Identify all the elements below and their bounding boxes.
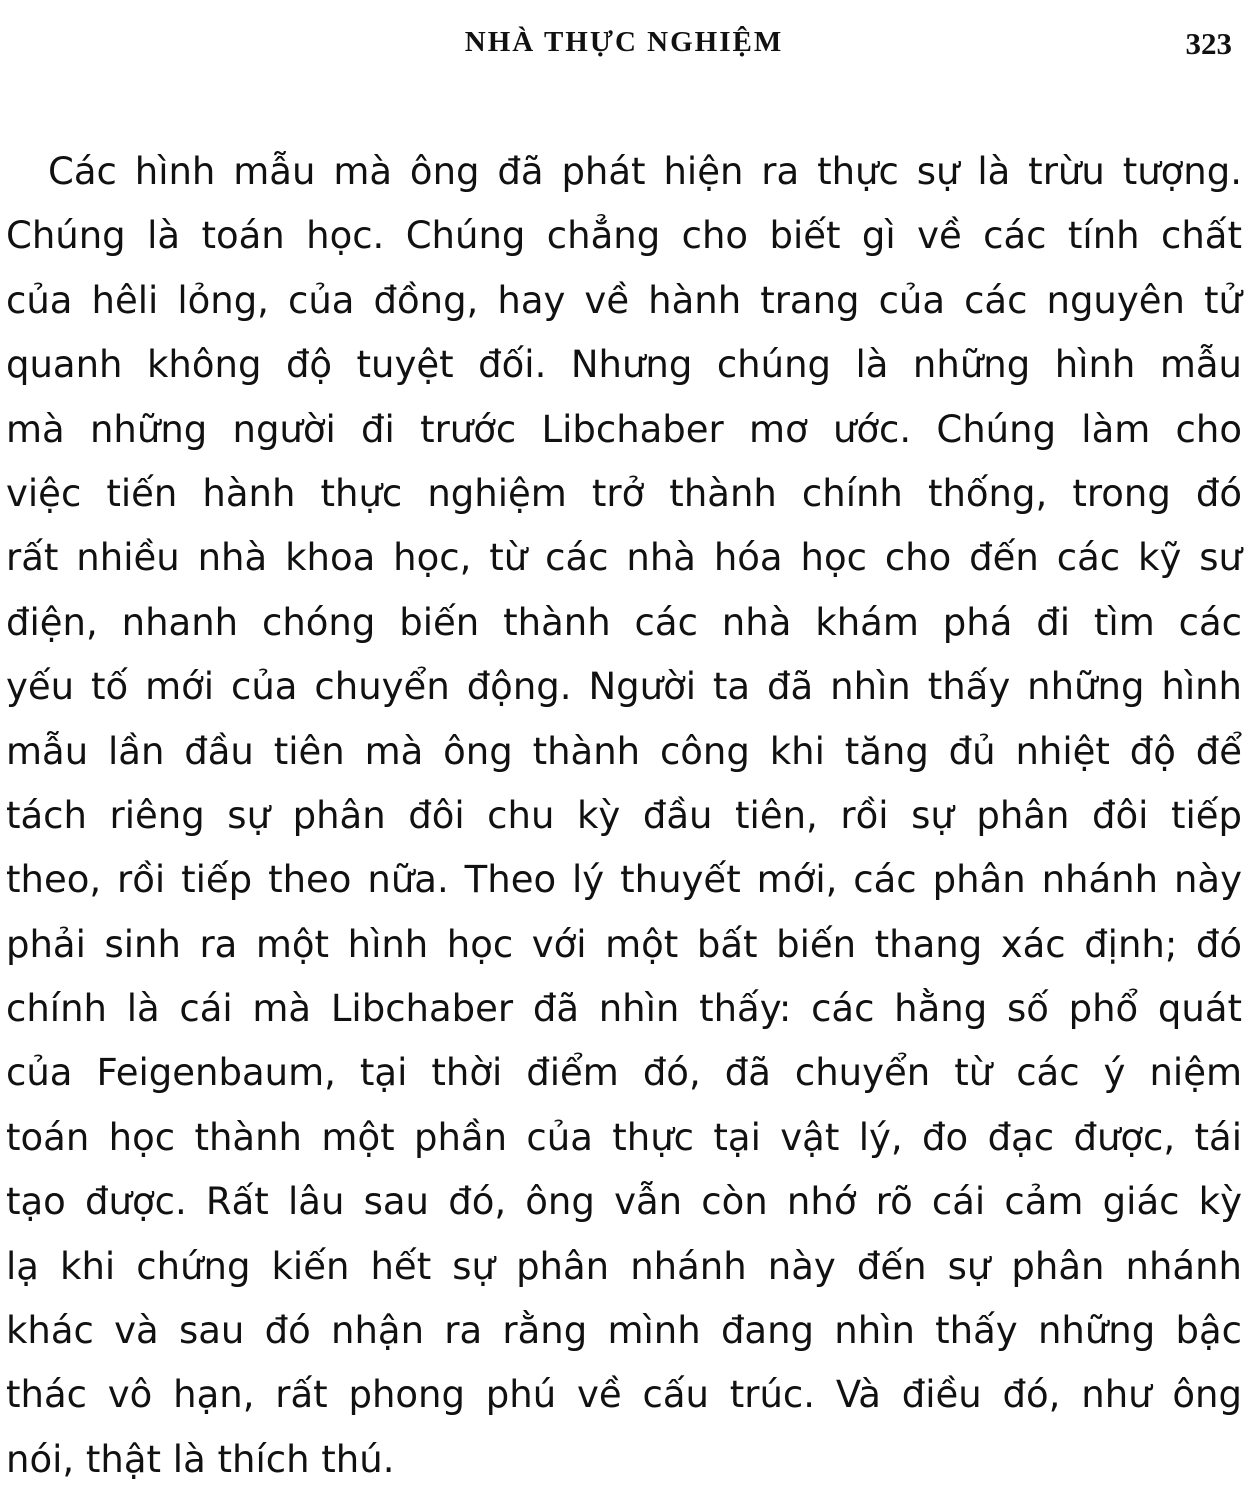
text-line: lạ khi chứng kiến hết sự phân nhánh này đến sự phân nhánh — [6, 1244, 1242, 1288]
text-line: phải sinh ra một hình học với một bất biến thang xác định; đó — [6, 922, 1242, 966]
text-line: thác vô hạn, rất phong phú về cấu trúc. Và điều đó, như ông — [6, 1373, 1242, 1417]
text-line: chính là cái mà Libchaber đã nhìn thấy: các hằng số phổ quát — [6, 987, 1242, 1031]
text-line: mà những người đi trước Libchaber mơ ước. Chúng làm cho — [6, 407, 1242, 451]
text-line: yếu tố mới của chuyển động. Người ta đã nhìn thấy những hình — [6, 665, 1242, 709]
chapter-title: NHÀ THỰC NGHIỆM — [464, 26, 784, 58]
text-line: quanh không độ tuyệt đối. Nhưng chúng là những hình mẫu — [6, 343, 1242, 387]
text-line: theo, rồi tiếp theo nữa. Theo lý thuyết mới, các phân nhánh này — [6, 858, 1242, 902]
text-line: của hêli lỏng, của đồng, hay về hành trang của các nguyên tử — [6, 278, 1242, 322]
page-number: 323 — [1185, 26, 1232, 61]
paragraph — [6, 140, 1242, 1492]
text-line: rất nhiều nhà khoa học, từ các nhà hóa học cho đến các kỹ sư — [6, 536, 1242, 580]
text-line: tách riêng sự phân đôi chu kỳ đầu tiên, rồi sự phân đôi tiếp — [6, 793, 1242, 837]
text-line: Chúng là toán học. Chúng chẳng cho biết gì về các tính chất — [6, 214, 1242, 258]
text-line: mẫu lần đầu tiên mà ông thành công khi tăng đủ nhiệt độ để — [6, 729, 1242, 773]
text-line: Các hình mẫu mà ông đã phát hiện ra thực sự là trừu tượng. — [48, 150, 1242, 193]
text-line: toán học thành một phần của thực tại vật lý, đo đạc được, tái — [6, 1115, 1242, 1159]
text-line: điện, nhanh chóng biến thành các nhà khám phá đi tìm các — [6, 600, 1242, 644]
text-line: nói, thật là thích thú. — [6, 1437, 395, 1481]
text-line: của Feigenbaum, tại thời điểm đó, đã chuyển từ các ý niệm — [6, 1051, 1242, 1095]
text-line: tạo được. Rất lâu sau đó, ông vẫn còn nhớ rõ cái cảm giác kỳ — [6, 1180, 1242, 1224]
running-head — [0, 26, 1248, 70]
text-line: việc tiến hành thực nghiệm trở thành chính thống, trong đó — [6, 471, 1242, 515]
text-line: khác và sau đó nhận ra rằng mình đang nhìn thấy những bậc — [6, 1309, 1242, 1353]
